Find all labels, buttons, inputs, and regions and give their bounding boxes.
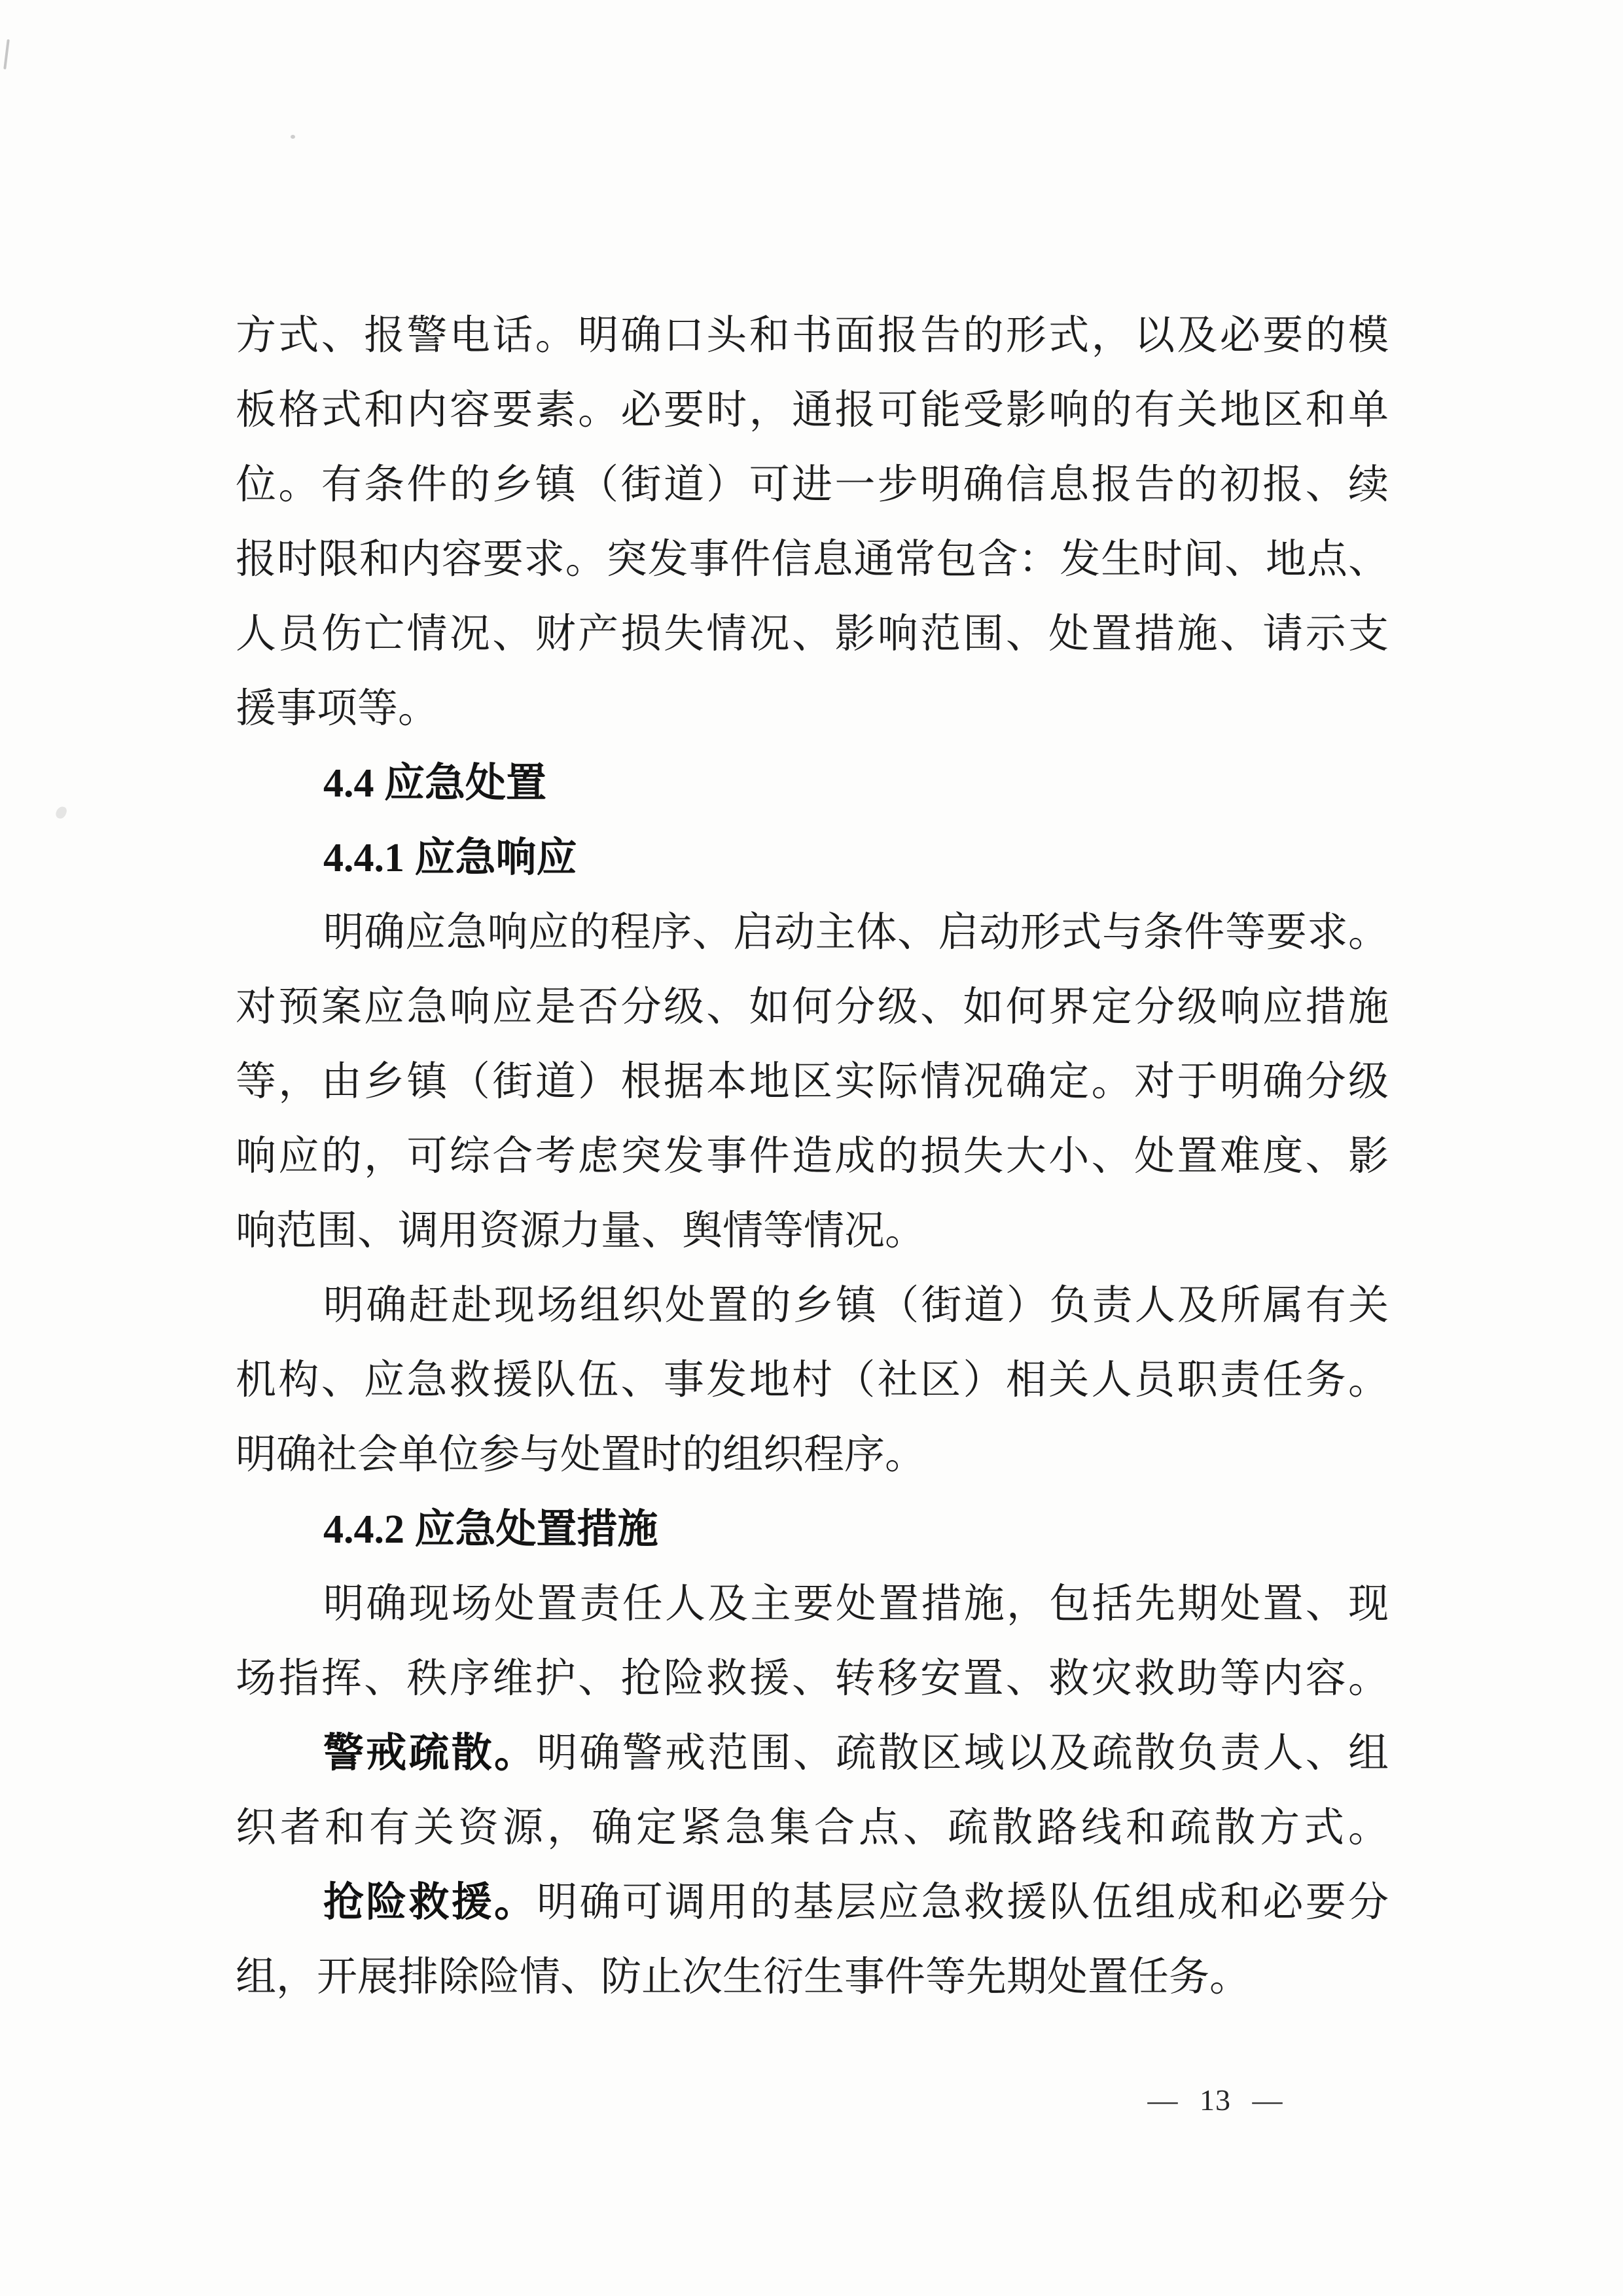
body-line: 明确赶赴现场组织处置的乡镇（街道）负责人及所属有关 — [323, 1283, 1389, 1328]
document-body — [236, 298, 1389, 2015]
body-line: 明确社会单位参与处置时的组织程序。 — [236, 1433, 926, 1477]
bold-lead-rescue: 抢险救援。 — [323, 1880, 537, 1925]
body-line: 板格式和内容要素。必要时，通报可能受影响的有关地区和单 — [236, 388, 1389, 433]
body-line: 明确应急响应的程序、启动主体、启动形式与条件等要求。 — [323, 910, 1389, 955]
body-line: 机构、应急救援队伍、事发地村（社区）相关人员职责任务。 — [236, 1358, 1389, 1403]
scan-artifact — [3, 39, 10, 69]
body-line: 织者和有关资源，确定紧急集合点、疏散路线和疏散方式。 — [236, 1806, 1389, 1850]
body-line: 明确现场处置责任人及主要处置措施，包括先期处置、现 — [323, 1582, 1389, 1626]
body-line — [236, 1716, 1389, 1791]
body-line: 报时限和内容要求。突发事件信息通常包含：发生时间、地点、 — [236, 537, 1389, 582]
scan-artifact — [291, 135, 295, 139]
body-line: 方式、报警电话。明确口头和书面报告的形式，以及必要的模 — [236, 314, 1389, 358]
section-heading-4-4-1: 4.4.1 应急响应 — [323, 836, 577, 880]
body-line: 响应的，可综合考虑突发事件造成的损失大小、处置难度、影 — [236, 1134, 1389, 1179]
body-line: 援事项等。 — [236, 687, 439, 731]
line-text: 明确警戒范围、疏散区域以及疏散负责人、组 — [537, 1731, 1389, 1776]
body-line: 组，开展排除险情、防止次生衍生事件等先期处置任务。 — [236, 1955, 1251, 2000]
body-line: 响范围、调用资源力量、舆情等情况。 — [236, 1209, 926, 1253]
body-line — [236, 1865, 1389, 1940]
page-number-text: — 13 — — [1147, 2083, 1283, 2117]
body-line: 等，由乡镇（街道）根据本地区实际情况确定。对于明确分级 — [236, 1060, 1389, 1104]
body-line: 场指挥、秩序维护、抢险救援、转移安置、救灾救助等内容。 — [236, 1657, 1389, 1701]
section-heading-4-4: 4.4 应急处置 — [323, 761, 547, 806]
line-text: 明确可调用的基层应急救援队伍组成和必要分 — [537, 1880, 1389, 1925]
bold-lead-alert-evacuation: 警戒疏散。 — [323, 1731, 537, 1776]
body-line: 对预案应急响应是否分级、如何分级、如何界定分级响应措施 — [236, 985, 1389, 1030]
scan-artifact — [54, 805, 68, 820]
body-line: 位。有条件的乡镇（街道）可进一步明确信息报告的初报、续 — [236, 463, 1389, 507]
page-number — [1120, 2083, 1310, 2117]
section-heading-4-4-2: 4.4.2 应急处置措施 — [323, 1507, 658, 1552]
body-line: 人员伤亡情况、财产损失情况、影响范围、处置措施、请示支 — [236, 612, 1389, 656]
